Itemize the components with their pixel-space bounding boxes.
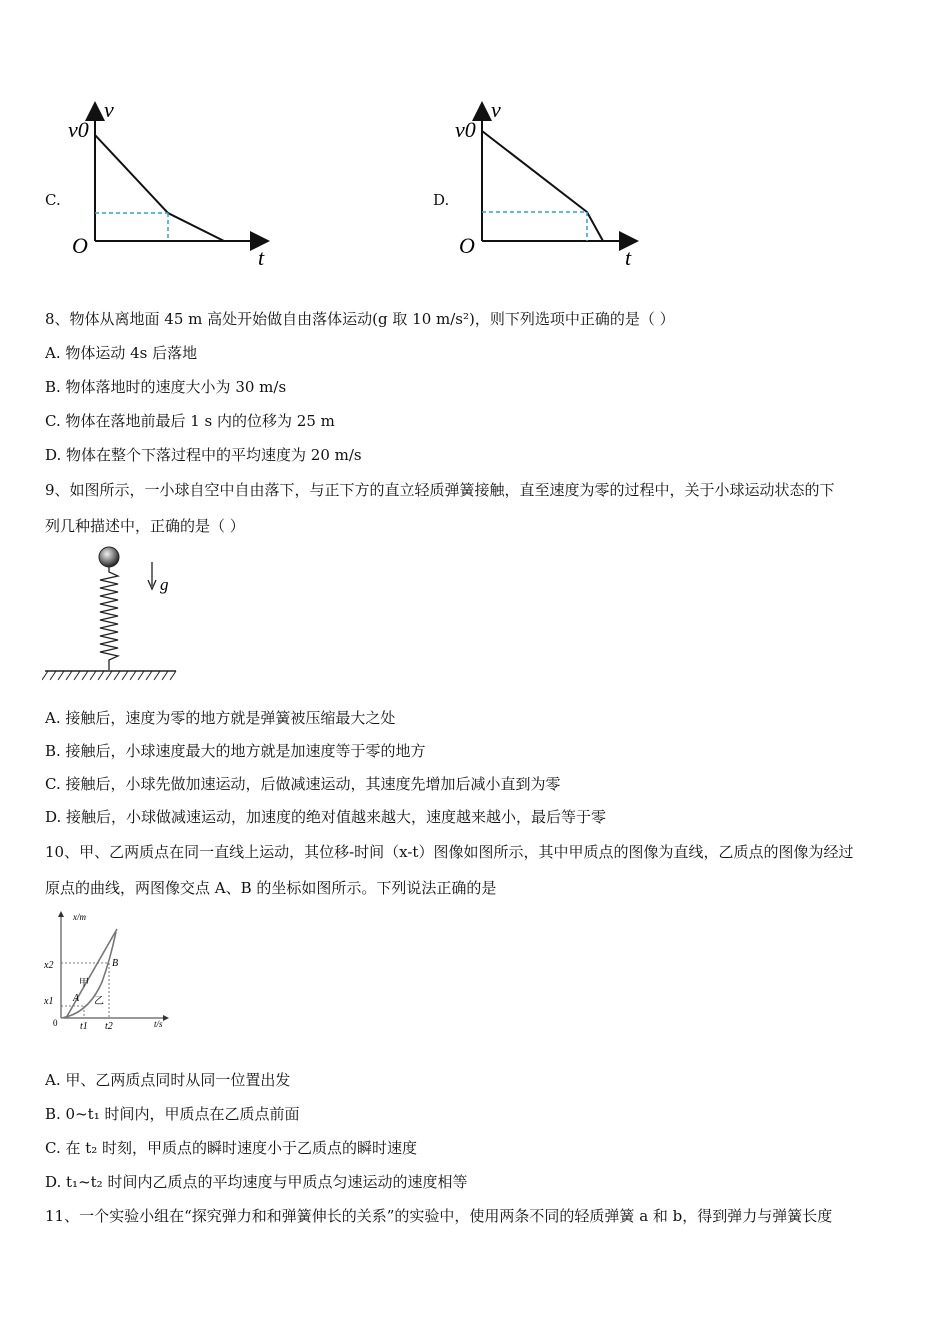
t-label: t bbox=[625, 245, 632, 270]
velocity-line bbox=[95, 135, 224, 241]
t1-label: t1 bbox=[80, 1021, 88, 1032]
graph-d bbox=[447, 95, 667, 275]
origin-label: 0 bbox=[53, 1018, 58, 1028]
v-label: v bbox=[491, 97, 501, 122]
graph-c bbox=[60, 95, 280, 275]
q10-option-c: C. 在 t₂ 时刻，甲质点的瞬时速度小于乙质点的瞬时速度 bbox=[45, 1139, 418, 1157]
x2-label: x2 bbox=[44, 960, 54, 971]
q9-option-a: A. 接触后，速度为零的地方就是弹簧被压缩最大之处 bbox=[45, 709, 396, 727]
option-c-label: C. bbox=[45, 191, 61, 209]
q8-option-b: B. 物体落地时的速度大小为 30 m/s bbox=[45, 378, 287, 396]
origin-label: O bbox=[459, 233, 475, 258]
q8-option-a: A. 物体运动 4s 后落地 bbox=[45, 344, 198, 362]
point-a-label: A bbox=[73, 993, 80, 1004]
x-axis-label: t/s bbox=[154, 1019, 163, 1029]
q8-option-c: C. 物体在落地前最后 1 s 内的位移为 25 m bbox=[45, 412, 335, 430]
q10-option-d: D. t₁~t₂ 时间内乙质点的平均速度与甲质点匀速运动的速度相等 bbox=[45, 1173, 468, 1191]
velocity-line bbox=[482, 131, 603, 241]
ground-hatch bbox=[42, 671, 176, 680]
v0-label: v0 bbox=[68, 117, 89, 142]
q9-option-c: C. 接触后，小球先做加速运动，后做减速运动，其速度先增加后减小直到为零 bbox=[45, 775, 561, 793]
q8-option-d: D. 物体在整个下落过程中的平均速度为 20 m/s bbox=[45, 446, 362, 464]
q10-option-b: B. 0~t₁ 时间内，甲质点在乙质点前面 bbox=[45, 1105, 300, 1123]
q8-stem: 8、物体从离地面 45 m 高处开始做自由落体运动(g 取 10 m/s²)，则下列选项中正确的是（ ） bbox=[45, 310, 675, 328]
t-label: t bbox=[258, 245, 265, 270]
origin-label: O bbox=[72, 233, 88, 258]
q9-option-b: B. 接触后，小球速度最大的地方就是加速度等于零的地方 bbox=[45, 742, 426, 760]
g-label: g bbox=[160, 575, 169, 594]
q11-stem-line1: 11、一个实验小组在“探究弹力和和弹簧伸长的关系”的实验中，使用两条不同的轻质弹簧 a 和 b，得到弹力与弹簧长度 bbox=[45, 1207, 833, 1225]
ball bbox=[99, 547, 119, 567]
q9-option-d: D. 接触后，小球做减速运动，加速度的绝对值越来越大，速度越来越小，最后等于零 bbox=[45, 808, 607, 826]
yi-label: 乙 bbox=[94, 996, 104, 1007]
q9-stem-line2: 列几种描述中，正确的是（ ） bbox=[45, 517, 245, 535]
q10-stem-line2: 原点的曲线，两图像交点 A、B 的坐标如图所示。下列说法正确的是 bbox=[45, 879, 497, 897]
y-axis-label: x/m bbox=[73, 912, 86, 922]
v-label: v bbox=[104, 97, 114, 122]
spring bbox=[100, 567, 118, 670]
v0-label: v0 bbox=[455, 117, 476, 142]
xt-graph bbox=[40, 906, 175, 1036]
option-d-label: D. bbox=[433, 191, 450, 209]
q9-stem-line1: 9、如图所示，一小球自空中自由落下，与正下方的直立轻质弹簧接触，直至速度为零的过程中，关于小球运动状态的下 bbox=[45, 481, 835, 499]
q10-stem-line1: 10、甲、乙两质点在同一直线上运动，其位移-时间（x-t）图像如图所示，其中甲质点的图像为直线，乙质点的图像为经过 bbox=[45, 843, 854, 861]
q10-option-a: A. 甲、乙两质点同时从同一位置出发 bbox=[45, 1071, 291, 1089]
x1-label: x1 bbox=[44, 996, 54, 1007]
spring-figure bbox=[42, 542, 192, 687]
jia-label: 甲 bbox=[79, 978, 89, 989]
t2-label: t2 bbox=[105, 1021, 113, 1032]
point-b-label: B bbox=[112, 958, 119, 969]
